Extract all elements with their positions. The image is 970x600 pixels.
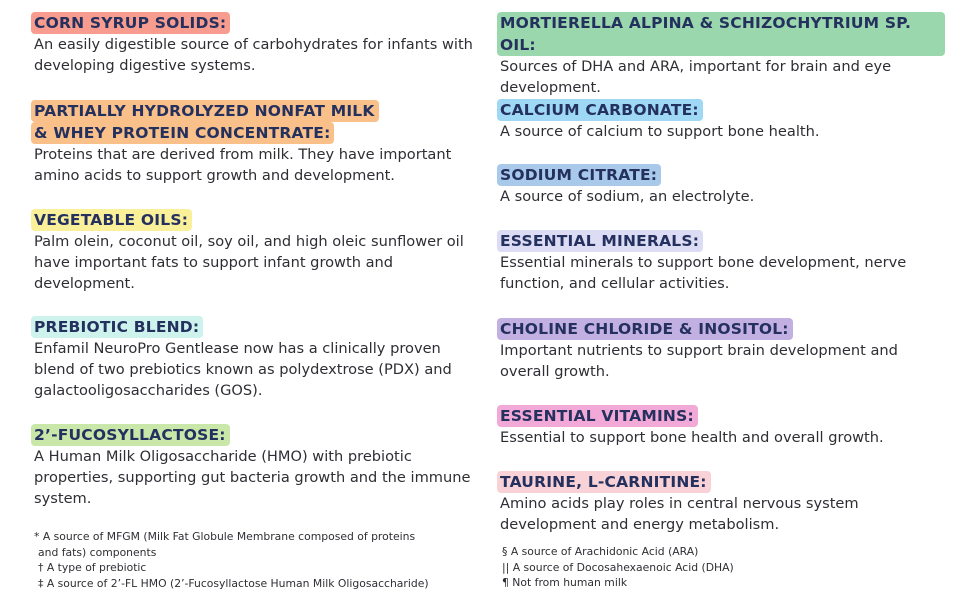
ingredient-description: A Human Milk Oligosaccharide (HMO) with prebiotic properties, supporting gut bacteria growth and the immune system. <box>34 448 471 507</box>
footnote-mfgm: * A source of MFGM (Milk Fat Globule Membrane composed of proteins <box>34 530 416 543</box>
ingredient-partially-hydrolyzed-milk <box>34 100 484 186</box>
footnote-not-human-milk: ¶ Not from human milk <box>502 576 628 589</box>
footnote-2fl-hmo: ‡ A source of 2’-FL HMO (2’-Fucosyllactose Human Milk Oligosaccharide) <box>38 576 429 590</box>
footnotes-left <box>34 529 429 591</box>
ingredient-taurine-l-carnitine <box>500 471 945 535</box>
ingredient-corn-syrup-solids <box>34 12 484 76</box>
ingredient-label: ESSENTIAL MINERALS: <box>497 230 703 252</box>
ingredient-description: Sources of DHA and ARA, important for brain and eye development. <box>500 58 892 96</box>
ingredient-label <box>34 100 484 144</box>
ingredient-label: SODIUM CITRATE: <box>497 164 661 186</box>
ingredient-label: ESSENTIAL VITAMINS: <box>497 405 698 427</box>
ingredient-mortierella-alpina <box>500 12 945 98</box>
ingredient-vegetable-oils <box>34 209 484 294</box>
footnote-ara: § A source of Arachidonic Acid (ARA) <box>502 545 699 558</box>
ingredient-sodium-citrate <box>500 164 945 207</box>
ingredient-label: CORN SYRUP SOLIDS: <box>31 12 230 34</box>
ingredient-label: PREBIOTIC BLEND: <box>31 316 203 338</box>
ingredient-label: MORTIERELLA ALPINA & SCHIZOCHYTRIUM SP. OIL: <box>497 12 945 56</box>
ingredient-description: Essential to support bone health and overall growth. <box>500 429 884 446</box>
ingredient-essential-vitamins <box>500 405 945 448</box>
footnotes-right <box>502 544 734 591</box>
ingredient-description: A source of calcium to support bone health. <box>500 123 820 140</box>
ingredient-choline-chloride-inositol <box>500 318 945 382</box>
footnote-mfgm-cont: and fats) components <box>38 545 157 559</box>
ingredient-description: Essential minerals to support bone development, nerve function, and cellular activities. <box>500 254 907 292</box>
ingredient-label: VEGETABLE OILS: <box>31 209 192 231</box>
ingredient-fucosyllactose <box>34 424 484 509</box>
ingredient-description: Palm olein, coconut oil, soy oil, and high oleic sunflower oil have important fats to support infant growth and development. <box>34 233 464 292</box>
ingredient-prebiotic-blend <box>34 316 484 401</box>
ingredient-description: Amino acids play roles in central nervous system development and energy metabolism. <box>500 495 859 533</box>
ingredient-description: Important nutrients to support brain development and overall growth. <box>500 342 898 380</box>
ingredient-label: CALCIUM CARBONATE: <box>497 99 703 121</box>
ingredient-label-line-2: & WHEY PROTEIN CONCENTRATE: <box>31 122 334 144</box>
ingredient-label: CHOLINE CHLORIDE & INOSITOL: <box>497 318 793 340</box>
ingredient-description: Proteins that are derived from milk. They have important amino acids to support growth and development. <box>34 146 452 184</box>
footnote-prebiotic: † A type of prebiotic <box>38 561 147 574</box>
ingredient-description: A source of sodium, an electrolyte. <box>500 188 755 205</box>
ingredient-label-line-1: PARTIALLY HYDROLYZED NONFAT MILK <box>31 100 379 122</box>
ingredient-description: An easily digestible source of carbohydrates for infants with developing digestive systems. <box>34 36 473 74</box>
ingredient-calcium-carbonate <box>500 99 945 142</box>
footnote-dha: || A source of Docosahexaenoic Acid (DHA) <box>502 560 734 574</box>
ingredient-essential-minerals <box>500 230 945 294</box>
ingredient-label: TAURINE, L-CARNITINE: <box>497 471 711 493</box>
ingredient-label: 2’-FUCOSYLLACTOSE: <box>31 424 230 446</box>
ingredient-description: Enfamil NeuroPro Gentlease now has a clinically proven blend of two prebiotics known as polydextrose (PDX) and galactooligosaccharides (GOS). <box>34 340 452 399</box>
